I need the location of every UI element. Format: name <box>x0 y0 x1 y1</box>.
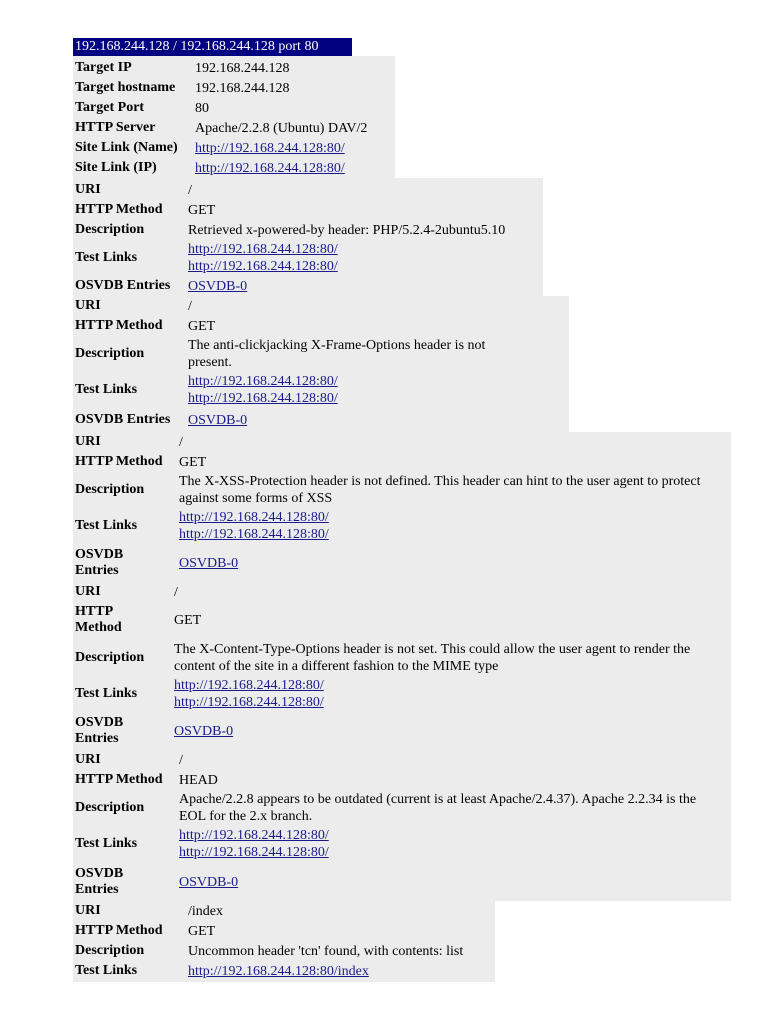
finding-uri: /index <box>188 903 223 919</box>
test-link[interactable]: http://192.168.244.128:80/ <box>179 510 329 525</box>
test-links-list <box>179 827 329 861</box>
label-test-links: Test Links <box>75 836 138 851</box>
summary-table <box>73 56 395 178</box>
test-links-list <box>179 509 329 543</box>
label-http-server: HTTP Server <box>75 120 156 135</box>
test-link[interactable]: http://192.168.244.128:80/ <box>174 695 324 710</box>
label-description: Description <box>75 650 145 665</box>
label-uri: URI <box>75 584 101 599</box>
test-link[interactable]: http://192.168.244.128:80/ <box>188 374 338 389</box>
label-description: Description <box>75 800 145 815</box>
label-osvdb: OSVDB Entries <box>75 278 171 293</box>
label-description: Description <box>75 346 145 361</box>
label-description: Description <box>75 222 145 237</box>
label-http-method: HTTP Method <box>75 604 122 635</box>
value-target-hostname: 192.168.244.128 <box>195 80 290 96</box>
label-uri: URI <box>75 903 101 918</box>
label-target-port: Target Port <box>75 100 145 115</box>
label-site-link-ip: Site Link (IP) <box>75 160 157 175</box>
report-header: 192.168.244.128 / 192.168.244.128 port 80 <box>73 38 352 56</box>
finding-method: GET <box>188 318 216 334</box>
label-osvdb: OSVDB Entries <box>75 866 124 897</box>
site-link-ip[interactable]: http://192.168.244.128:80/ <box>195 160 345 176</box>
finding-description: The X-XSS-Protection header is not defined. This header can hint to the user agent to protect against some forms of XSS <box>179 474 701 506</box>
label-description: Description <box>75 482 145 497</box>
test-link[interactable]: http://192.168.244.128:80/ <box>188 391 338 406</box>
test-link[interactable]: http://192.168.244.128:80/ <box>188 242 338 257</box>
test-links-list <box>174 677 324 711</box>
finding-description: Uncommon header 'tcn' found, with contents: list <box>188 943 464 959</box>
osvdb-link[interactable]: OSVDB-0 <box>174 723 234 739</box>
finding-description: Retrieved x-powered-by header: PHP/5.2.4-2ubuntu5.10 <box>188 222 506 238</box>
test-link[interactable]: http://192.168.244.128:80/index <box>188 963 369 979</box>
value-http-server: Apache/2.2.8 (Ubuntu) DAV/2 <box>195 120 368 136</box>
label-target-ip: Target IP <box>75 60 132 75</box>
test-links-list <box>188 241 338 275</box>
osvdb-link[interactable]: OSVDB-0 <box>179 555 239 571</box>
label-test-links: Test Links <box>75 382 138 397</box>
label-target-hostname: Target hostname <box>75 80 176 95</box>
finding-description: The X-Content-Type-Options header is not set. This could allow the user agent to render the content of the site in a different fashion to the MIME type <box>174 642 691 674</box>
finding-uri: / <box>188 298 192 314</box>
label-uri: URI <box>75 434 101 449</box>
label-site-link-name: Site Link (Name) <box>75 140 178 155</box>
label-http-method: HTTP Method <box>75 454 163 469</box>
finding-2 <box>73 296 569 432</box>
test-link[interactable]: http://192.168.244.128:80/ <box>179 828 329 843</box>
finding-6 <box>73 901 495 982</box>
finding-method: GET <box>179 454 207 470</box>
finding-description: The anti-clickjacking X-Frame-Options header is not present. <box>188 338 486 370</box>
finding-uri: / <box>174 584 178 600</box>
finding-method: HEAD <box>179 772 218 788</box>
test-link[interactable]: http://192.168.244.128:80/ <box>174 678 324 693</box>
test-link[interactable]: http://192.168.244.128:80/ <box>179 527 329 542</box>
label-osvdb: OSVDB Entries <box>75 547 124 578</box>
label-http-method: HTTP Method <box>75 318 163 333</box>
label-test-links: Test Links <box>75 250 138 265</box>
finding-1 <box>73 178 543 296</box>
label-osvdb: OSVDB Entries <box>75 412 171 427</box>
label-uri: URI <box>75 298 101 313</box>
finding-uri: / <box>188 182 192 198</box>
value-target-ip: 192.168.244.128 <box>195 60 290 76</box>
finding-3 <box>73 432 731 582</box>
finding-description: Apache/2.2.8 appears to be outdated (current is at least Apache/2.4.37). Apache 2.2.34 is the EOL for the 2.x branch. <box>179 792 697 824</box>
label-http-method: HTTP Method <box>75 923 163 938</box>
label-description: Description <box>75 943 145 958</box>
finding-5 <box>73 750 731 901</box>
label-test-links: Test Links <box>75 686 138 701</box>
test-link[interactable]: http://192.168.244.128:80/ <box>188 259 338 274</box>
osvdb-link[interactable]: OSVDB-0 <box>179 874 239 890</box>
label-test-links: Test Links <box>75 963 138 978</box>
finding-uri: / <box>179 434 183 450</box>
value-target-port: 80 <box>195 100 209 116</box>
finding-method: GET <box>188 923 216 939</box>
osvdb-link[interactable]: OSVDB-0 <box>188 278 248 294</box>
label-http-method: HTTP Method <box>75 772 163 787</box>
label-http-method: HTTP Method <box>75 202 163 217</box>
finding-uri: / <box>179 752 183 768</box>
finding-4 <box>73 582 731 750</box>
label-test-links: Test Links <box>75 518 138 533</box>
test-link[interactable]: http://192.168.244.128:80/ <box>179 845 329 860</box>
test-links-list <box>188 373 338 407</box>
label-uri: URI <box>75 182 101 197</box>
site-link-name[interactable]: http://192.168.244.128:80/ <box>195 140 345 156</box>
finding-method: GET <box>188 202 216 218</box>
osvdb-link[interactable]: OSVDB-0 <box>188 412 248 428</box>
label-uri: URI <box>75 752 101 767</box>
label-osvdb: OSVDB Entries <box>75 715 124 746</box>
finding-method: GET <box>174 612 202 628</box>
